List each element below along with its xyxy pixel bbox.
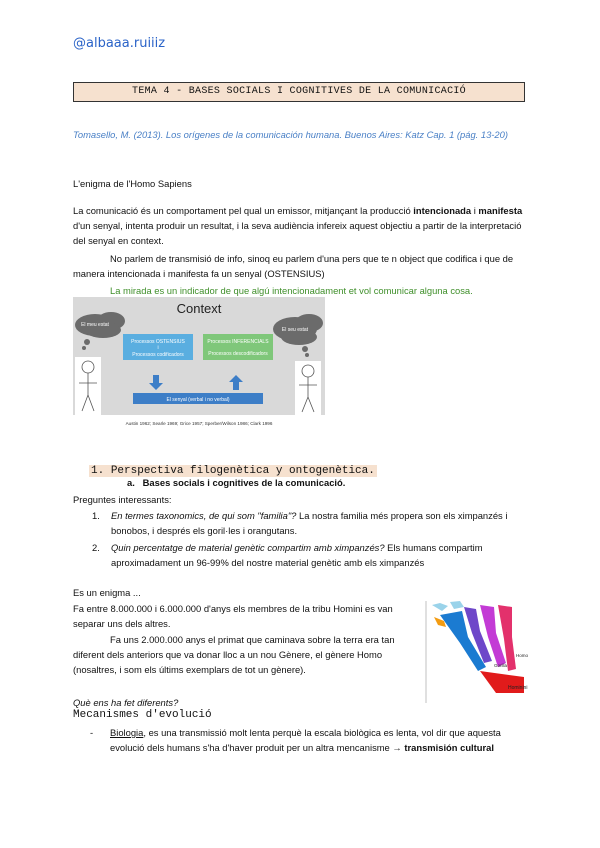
question-1: 1. En termes taxonomics, de qui som "familia"? La nostra familia més propera son els ximpanzés i bonobos, i després els goril·les i orangutans. [92, 510, 508, 536]
reference-citation: Tomasello, M. (2013). Los orígenes de la comunicación humana. Buenos Aires: Katz Cap. 1 (pág. 13-20) [73, 129, 508, 140]
ostensive-box-line3: Processos codificadors [132, 352, 184, 358]
signal-label: El senyal (verbal i no verbal) [166, 397, 230, 403]
enigma-paragraph-1: Fa entre 8.000.000 i 6.000.000 d'anys els membres de la tribu Homini es van separar uns dels altres. [73, 603, 393, 629]
diagram-caption: Austin 1962; Searle 1969; Grice 1957; Sperber/Wilson 1986; Clark 1996 [125, 421, 273, 426]
paragraph-definition: La comunicació és un comportament pel qual un emissor, mitjançant la producció intencionada i manifesta d'un senyal, intenta produir un resultat, i la seva audiència infereix aquest objectiu a partir de la interpretació del senyal en context. [73, 205, 523, 246]
diagram-title: Context [176, 301, 222, 316]
mechanisms-heading: Mecanismes d'evolució [73, 709, 212, 721]
tree-label-gorilla: Gorilla [494, 663, 508, 668]
enigma-intro: Es un enigma ... [73, 587, 141, 598]
left-person-figure [75, 357, 101, 415]
ostensive-box-line2: i [157, 345, 159, 351]
tree-label-homo: Homo [516, 653, 528, 658]
ostensive-box-line1: Processos OSTENSIUS [131, 339, 185, 345]
subsection-a-heading: a. Bases socials i cognitives de la comunicació. [127, 477, 346, 488]
enigma-paragraph-2: Fa uns 2.000.000 anys el primat que caminava sobre la terra era tan diferent dels anteriors que va donar lloc a un nou Gènere, el gènere Homo (nosaltres, i som els últims exemplars de tot un gènere). [73, 634, 395, 675]
green-note: La mirada es un indicador de que algú intencionadament et vol comunicar alguna cosa. [110, 285, 473, 296]
paragraph-transmission: No parlem de transmisió de info, sinoq eu parlem d'una pers que te n object que codifica i que de manera intencionada i manifesta fa un senyal (OSTENSIUS) [73, 253, 514, 279]
question-differences: Què ens ha fet diferents? [73, 697, 179, 708]
right-person-figure [295, 361, 321, 415]
left-cloud-label: El meu estat [81, 322, 109, 328]
section-1-heading: 1. Perspectiva filogenètica y ontogenètica. [91, 465, 375, 477]
enigma-heading: L'enigma de l'Homo Sapiens [73, 178, 192, 189]
right-cloud-label: El seu estat [281, 327, 309, 333]
communication-diagram [73, 297, 325, 429]
questions-label: Preguntes interessants: [73, 494, 172, 505]
phylogenetic-tree-image [420, 597, 528, 707]
bullet-biology: - Biologia, es una transmissió molt lenta perquè la escala biològica es lenta, vol dir que aquesta evolució dels humans s'ha d'haver produit per un altra mencanisme → transmisión cultural [90, 727, 501, 753]
page-title: TEMA 4 - BASES SOCIALS I COGNITIVES DE LA COMUNICACIÓ [73, 82, 525, 102]
question-2: 2. Quin percentatge de material genètic compartim amb ximpanzés? Els humans compartim aproximadament un 96-99% del nostre material genètic amb els ximpanzés [92, 542, 483, 568]
tree-label-homini: Hominini [508, 685, 528, 691]
inferential-box-line2: Processos descodificadors [208, 351, 268, 357]
inferential-box-line1: Processos INFERENCIALS [207, 339, 269, 345]
author-handle: @albaaa.ruiiiz [73, 36, 166, 51]
